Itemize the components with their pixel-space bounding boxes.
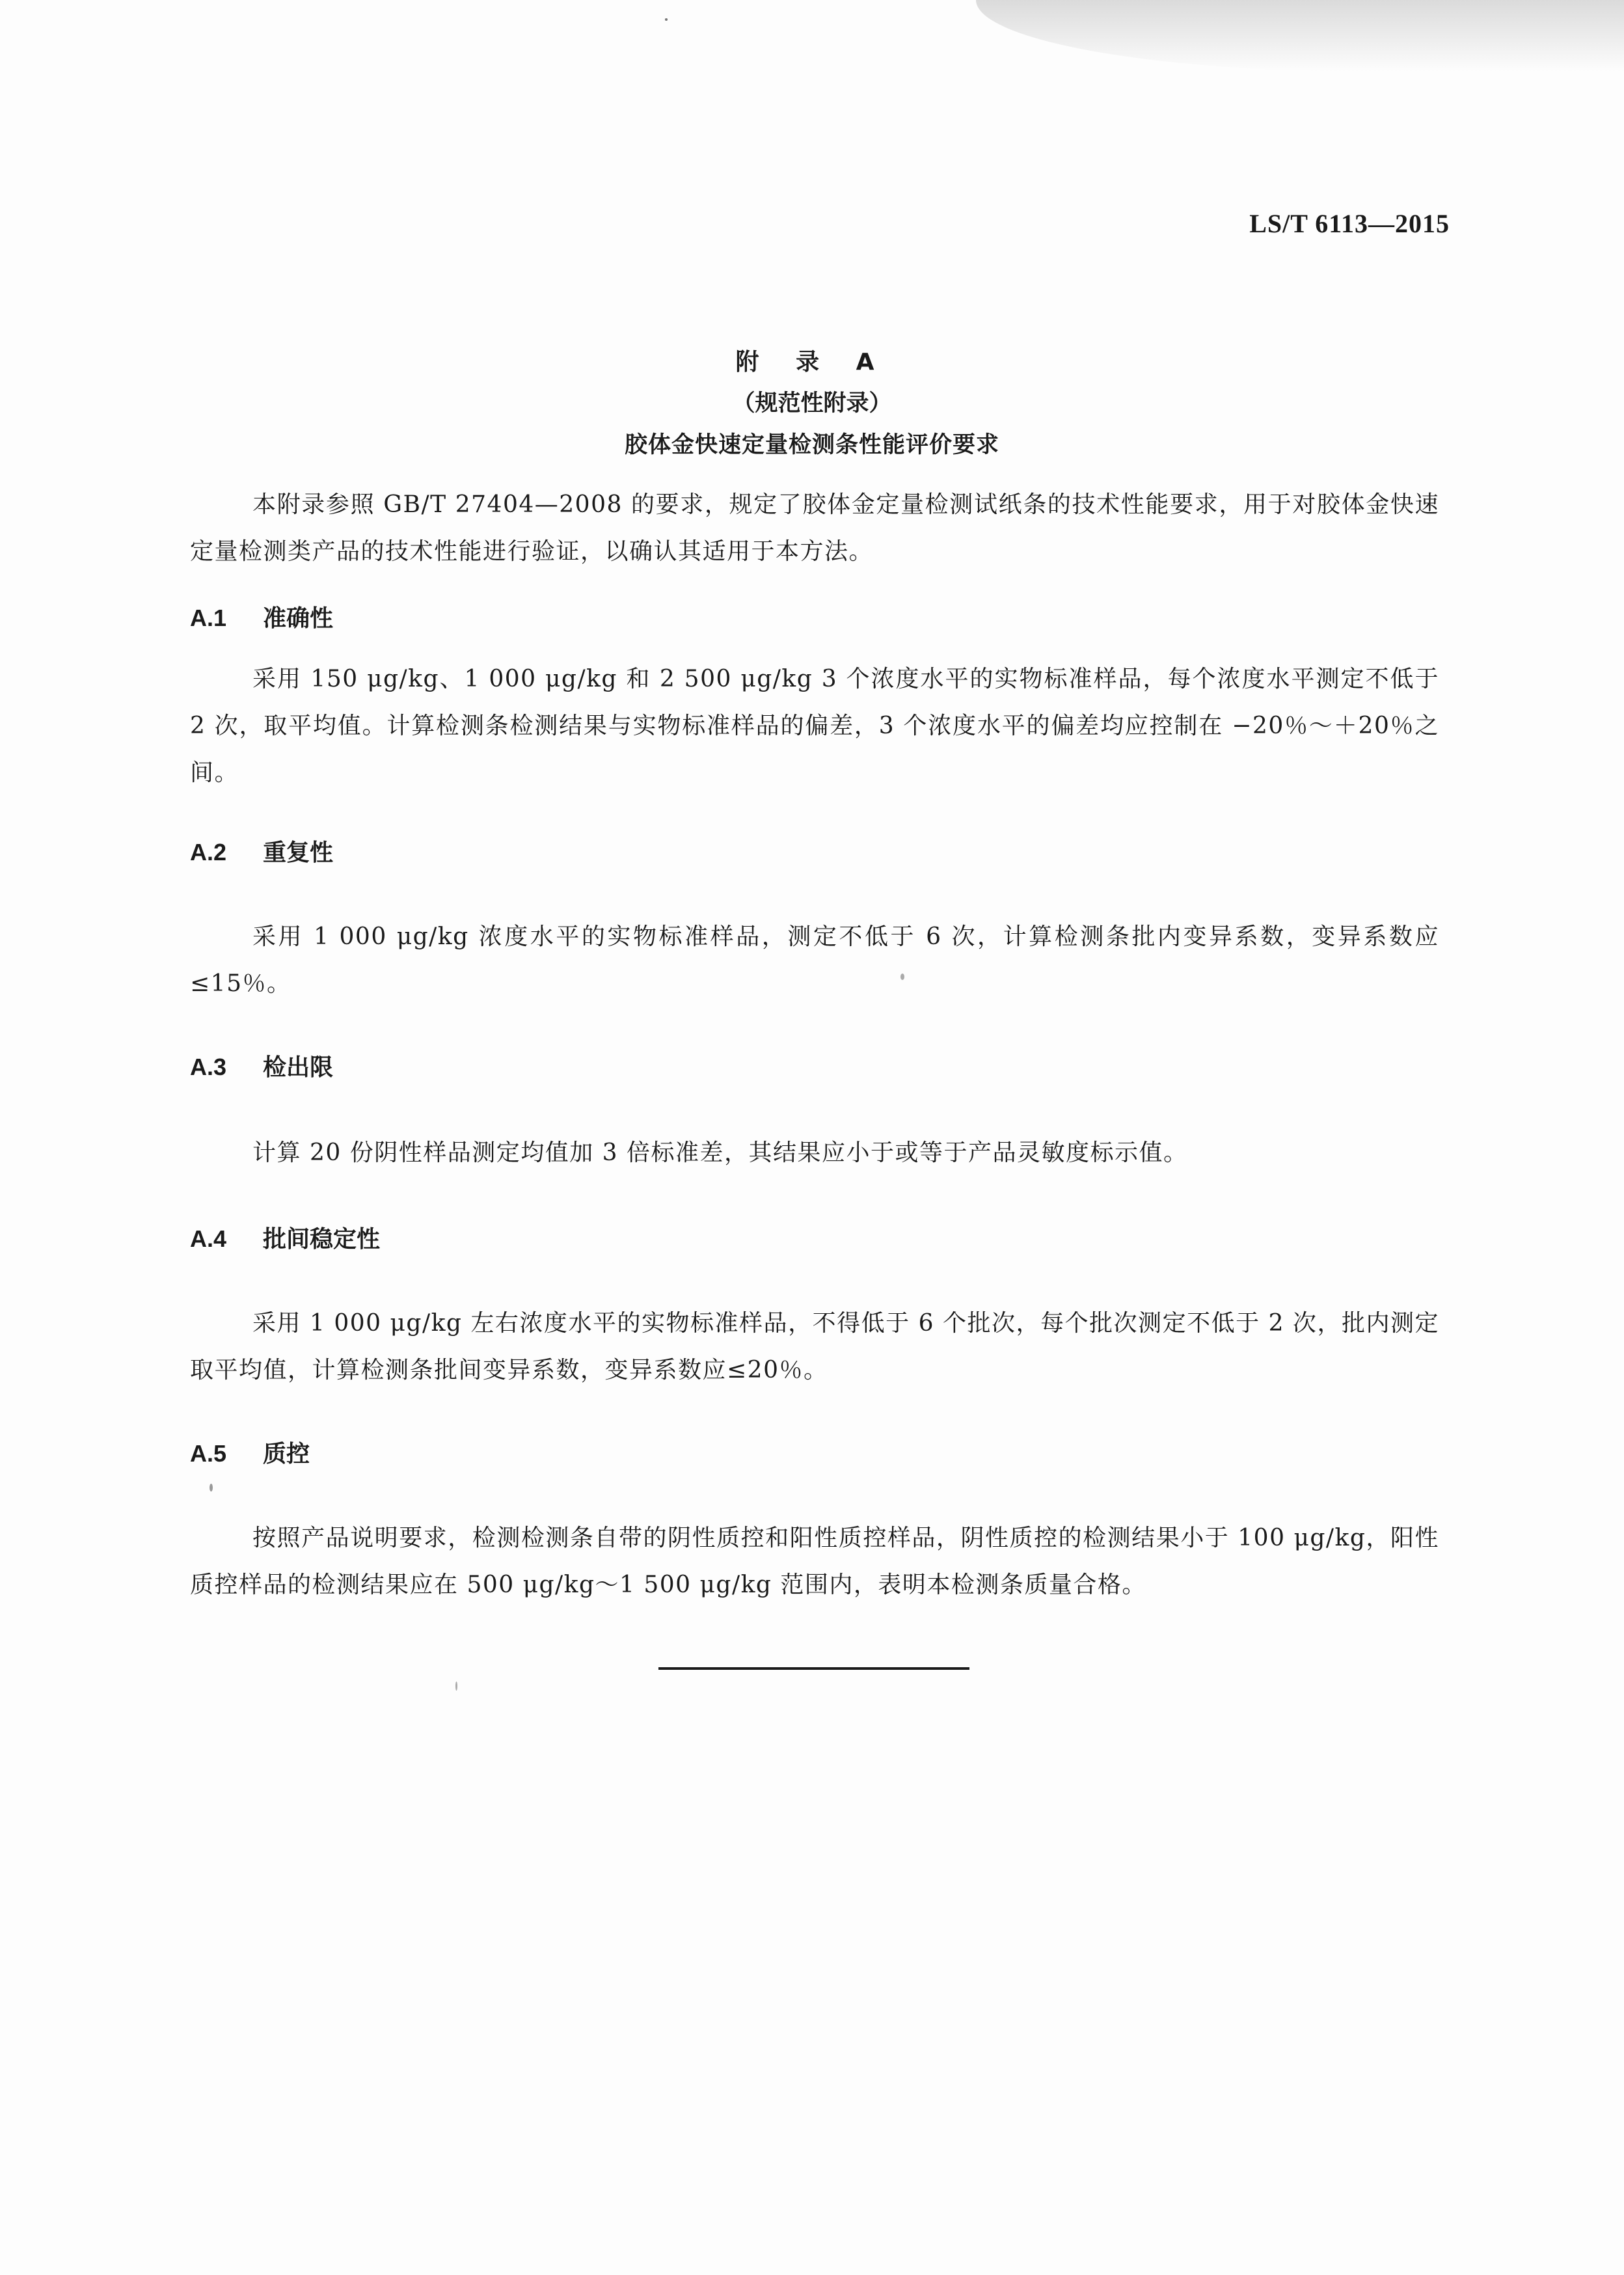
section-text-a3: 计算 20 份阴性样品测定均值加 3 倍标准差，其结果应小于或等于产品灵敏度标示值。 bbox=[252, 1139, 1188, 1166]
section-heading-a4 bbox=[190, 1221, 380, 1254]
section-heading-a1 bbox=[190, 600, 333, 633]
section-number: A.1 bbox=[190, 605, 227, 631]
section-number: A.4 bbox=[190, 1225, 227, 1252]
section-heading-a2 bbox=[190, 834, 333, 867]
section-text-a1: 采用 150 μg/kg、1 000 μg/kg 和 2 500 μg/kg 3 个浓度水平的实物标准样品，每个浓度水平测定不低于 2 次，取平均值。计算检测条检测结果与实物标准样品的偏差，3 个浓度水平的偏差均应控制在 −20％～＋20％之间。 bbox=[190, 666, 1439, 786]
appendix-subtitle: （规范性附录） bbox=[732, 390, 892, 416]
section-title: 检出限 bbox=[263, 1054, 334, 1081]
document-code: LS/T 6113—2015 bbox=[1249, 209, 1450, 238]
section-text-a2: 采用 1 000 μg/kg 浓度水平的实物标准样品，测定不低于 6 次，计算检测条批内变异系数，变异系数应≤15％。 bbox=[190, 923, 1439, 997]
section-title: 重复性 bbox=[263, 839, 334, 866]
section-number: A.3 bbox=[190, 1054, 227, 1080]
appendix-name: 胶体金快速定量检测条性能评价要求 bbox=[624, 432, 999, 458]
section-text-a5: 按照产品说明要求，检测检测条自带的阴性质控和阳性质控样品，阴性质控的检测结果小于 100 μg/kg，阳性质控样品的检测结果应在 500 μg/kg～1 500 μg/kg 范围内，表明本检测条质量合格。 bbox=[190, 1525, 1439, 1598]
scan-shadow bbox=[976, 0, 1624, 72]
section-heading-a5 bbox=[190, 1436, 310, 1469]
section-text-a4: 采用 1 000 μg/kg 左右浓度水平的实物标准样品，不得低于 6 个批次，每个批次测定不低于 2 次，批内测定取平均值，计算检测条批间变异系数，变异系数应≤20％。 bbox=[190, 1310, 1439, 1383]
section-title: 批间稳定性 bbox=[263, 1226, 381, 1253]
intro-paragraph: 本附录参照 GB/T 27404—2008 的要求，规定了胶体金定量检测试纸条的技术性能要求，用于对胶体金快速定量检测类产品的技术性能进行验证，以确认其适用于本方法。 bbox=[190, 491, 1439, 565]
section-number: A.2 bbox=[190, 839, 227, 865]
appendix-title: 附 录 A bbox=[735, 349, 889, 375]
section-number: A.5 bbox=[190, 1440, 227, 1467]
section-heading-a3 bbox=[190, 1049, 333, 1082]
scan-speck bbox=[455, 1682, 457, 1691]
end-rule bbox=[658, 1667, 969, 1670]
section-title: 质控 bbox=[263, 1441, 310, 1467]
scan-speck bbox=[210, 1484, 213, 1492]
section-title: 准确性 bbox=[263, 605, 334, 632]
scan-speck bbox=[665, 18, 668, 21]
scan-speck bbox=[900, 974, 904, 980]
